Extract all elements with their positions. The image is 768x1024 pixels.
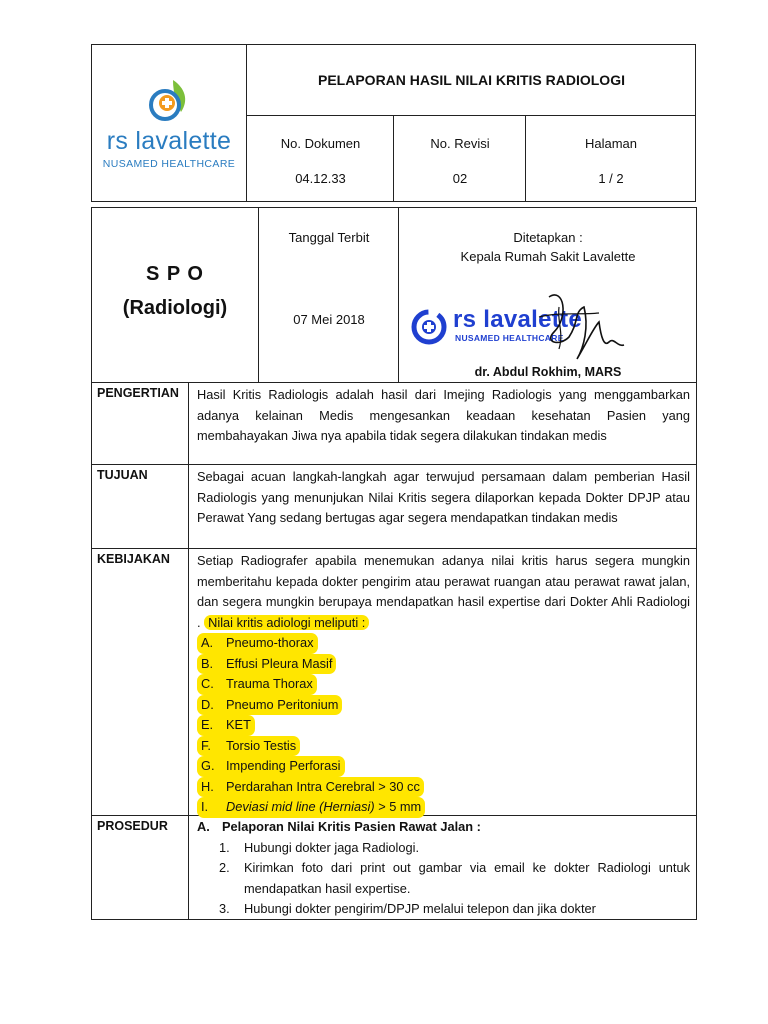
critical-value-item: [197, 715, 697, 736]
pengertian-label-text: PENGERTIAN: [97, 386, 179, 400]
hospital-logo-icon: [143, 78, 195, 126]
critical-value-text: KET: [226, 717, 251, 732]
critical-value-letter: D.: [201, 696, 214, 712]
critical-value-letter: B.: [201, 655, 214, 671]
header-logo-cell: [91, 44, 247, 202]
signature-icon: [529, 287, 629, 367]
document-title-text: PELAPORAN HASIL NILAI KRITIS RADIOLOGI: [318, 71, 625, 88]
approval-line2: Kepala Rumah Sakit Lavalette: [460, 249, 636, 264]
approval-line1: Ditetapkan :: [513, 230, 583, 245]
critical-value-highlight: [197, 654, 336, 675]
stamp-logo-icon: [407, 307, 451, 347]
issue-date-value: 07 Mei 2018: [293, 312, 365, 327]
spo-subtitle: (Radiologi): [122, 297, 228, 319]
tujuan-text: Sebagai acuan langkah-langkah agar terwujud persamaan dalam pemberian Hasil Radiologis yang menunjukan Nilai Kritis segera dilaporkan kepada Dokter DPJP atau Perawat Yang sedang bertugas agar segera mendapatkan tindakan medis: [189, 465, 697, 549]
critical-value-text: Pneumo-thorax: [226, 635, 314, 650]
critical-value-item: [197, 674, 697, 695]
critical-value-text: Effusi Pleura Masif: [226, 655, 333, 671]
critical-values-list: [189, 633, 697, 818]
logo-name: rs lavalette: [106, 127, 232, 155]
revision-cell: [394, 116, 526, 202]
critical-value-letter: I.: [201, 799, 209, 814]
signer-name: dr. Abdul Rokhim, MARS: [474, 365, 622, 379]
pengertian-label: [91, 383, 189, 465]
critical-value-text: Trauma Thorax: [226, 676, 313, 691]
kebijakan-label: [91, 549, 189, 816]
prosedur-cell: [189, 816, 697, 920]
prosedur-heading-letter: A.: [197, 819, 210, 834]
page-label: Halaman: [584, 136, 638, 151]
logo-subtitle: NUSAMED HEALTHCARE: [102, 158, 236, 170]
page-value: 1 / 2: [598, 171, 624, 186]
issue-date-label: Tanggal Terbit: [288, 230, 370, 245]
prosedur-label-text: PROSEDUR: [97, 819, 168, 833]
critical-value-item: [197, 695, 697, 716]
kebijakan-cell: [189, 549, 697, 816]
critical-value-letter: G.: [201, 758, 215, 773]
kebijakan-label-text: KEBIJAKAN: [97, 552, 170, 566]
critical-value-text: Pneumo Peritonium: [226, 696, 339, 712]
spo-title: S P O: [146, 263, 204, 285]
stamp-logo-sub: NUSAMED HEALTHCARE: [455, 333, 564, 343]
tujuan-label-text: TUJUAN: [97, 468, 148, 482]
revision-label: No. Revisi: [430, 136, 490, 151]
issue-date-cell: [259, 207, 399, 383]
critical-value-highlight: [197, 695, 342, 716]
critical-value-highlight: [197, 633, 318, 654]
critical-value-item: [197, 654, 697, 675]
critical-value-highlight: [197, 756, 345, 777]
prosedur-label: [91, 816, 189, 920]
critical-value-highlight: [197, 777, 424, 798]
critical-value-highlight: [197, 715, 255, 736]
prosedur-heading-text: Pelaporan Nilai Kritis Pasien Rawat Jalan :: [222, 819, 481, 834]
critical-value-rest: > 5 mm: [374, 799, 422, 814]
procedure-step-number: 2.: [219, 860, 230, 875]
doc-number-label: No. Dokumen: [280, 136, 361, 151]
procedure-step-text: Hubungi dokter pengirim/DPJP melalui telepon dan jika dokter: [244, 901, 596, 916]
document-title: [247, 44, 696, 116]
prosedur-steps: [189, 838, 697, 920]
kebijakan-paragraph: [189, 549, 697, 633]
critical-value-text: Torsio Testis: [226, 737, 297, 753]
tujuan-label: [91, 465, 189, 549]
procedure-step: [219, 838, 690, 859]
stamp-logo-name: rs lavalette: [453, 306, 583, 333]
critical-value-item: [197, 777, 697, 798]
doc-number-value: 04.12.33: [295, 171, 346, 186]
critical-value-letter: E.: [201, 717, 214, 732]
critical-value-letter: F.: [201, 737, 211, 753]
revision-value: 02: [452, 171, 468, 186]
procedure-step: [219, 899, 690, 920]
prosedur-heading: [189, 816, 697, 838]
critical-value-item: [197, 736, 697, 757]
critical-value-highlight: [197, 797, 425, 818]
critical-value-text: Impending Perforasi: [226, 758, 341, 773]
critical-value-letter: H.: [201, 778, 214, 794]
procedure-step-number: 1.: [219, 839, 230, 855]
procedure-step-number: 3.: [219, 901, 230, 916]
kebijakan-highlight: Nilai kritis adiologi meliputi :: [204, 615, 369, 630]
critical-value-item: [197, 797, 697, 818]
procedure-step-text: Kirimkan foto dari print out gambar via email ke dokter Radiologi untuk mendapatkan hasil expertise.: [244, 860, 690, 896]
page-cell: [526, 116, 696, 202]
procedure-step: [219, 858, 690, 899]
pengertian-text: Hasil Kritis Radiologis adalah hasil dari Imejing Radiologis yang menggambarkan adanya kelainan Medis mengesankan keadaan kesehatan Pasien yang membahayakan Jiwa nya apabila tidak segera dilakukan tindakan medis: [189, 383, 697, 465]
critical-value-item: [197, 633, 697, 654]
approval-cell: [399, 207, 697, 383]
critical-value-letter: C.: [201, 676, 214, 691]
critical-value-highlight: [197, 736, 300, 757]
spo-title-cell: [91, 207, 259, 383]
procedure-step-text: Hubungi dokter jaga Radiologi.: [244, 839, 420, 855]
critical-value-letter: A.: [201, 635, 214, 650]
critical-value-item: [197, 756, 697, 777]
critical-value-text: Perdarahan Intra Cerebral > 30 cc: [226, 778, 420, 794]
kebijakan-text: Setiap Radiografer apabila menemukan adanya nilai kritis harus segera mungkin memberitahu kepada dokter pengirim atau perawat ruangan atau perawat rawat jalan, dan segera mungkin berupaya mendapatkan hasil expertise dari Dokter Ahli Radiologi .: [197, 553, 690, 630]
doc-number-cell: [247, 116, 394, 202]
critical-value-italic: Deviasi mid line (Herniasi): [226, 799, 375, 814]
critical-value-highlight: [197, 674, 317, 695]
